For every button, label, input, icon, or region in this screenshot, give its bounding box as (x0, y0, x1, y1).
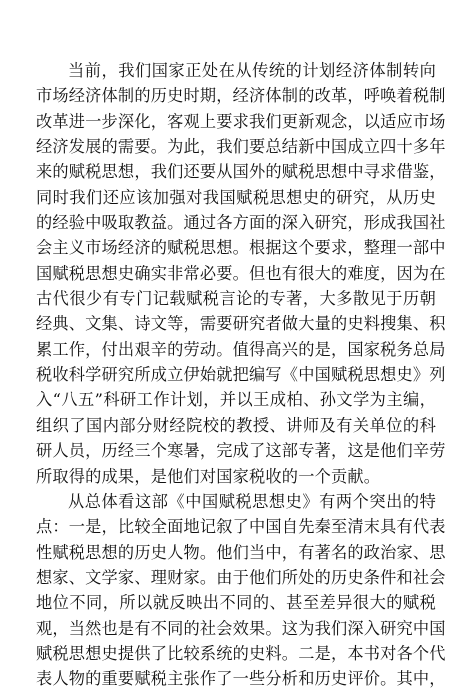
text-line: 地位不同，所以就反映出不同的、甚至差异很大的赋税 (36, 593, 436, 613)
text-line: 研人员，历经三个寒暑，完成了这部专著，这是他们辛劳 (36, 441, 446, 461)
text-line: 点：一是，比较全面地记叙了中国自先秦至清末具有代表 (36, 517, 446, 537)
text-line: 表人物的重要赋税主张作了一些分析和历史评价。其中， (36, 669, 446, 689)
text-line: 当前，我们国家正处在从传统的计划经济体制转向 (68, 61, 436, 80)
text-line: 市场经济体制的历史时期，经济体制的改革，呼唤着税制 (36, 86, 446, 106)
text-line: 改革进一步深化，客观上要求我们更新观念，以适应市场 (36, 111, 446, 131)
text-line: 来的赋税思想，我们还要从国外的赋税思想中寻求借鉴， (36, 162, 446, 182)
text-line: 经典、文集、诗文等，需要研究者做大量的史料搜集、积 (36, 314, 446, 334)
text-line: 的经验中吸取教益。通过各方面的深入研究，形成我国社 (36, 213, 446, 233)
text-line: 赋税思想史提供了比较系统的史料。二是，本书对各个代 (36, 643, 446, 663)
text-line: 税收科学研究所成立伊始就把编写《中国赋税思想史》列 (36, 365, 446, 385)
text-line: 同时我们还应该加强对我国赋税思想史的研究，从历史 (36, 187, 436, 207)
text-line: 国赋税思想史确实非常必要。但也有很大的难度，因为在 (36, 263, 446, 283)
text-line: 入“八五”科研工作计划，并以王成柏、孙文学为主编， (36, 390, 436, 410)
text-line: 从总体看这部《中国赋税思想史》有两个突出的特 (68, 491, 436, 511)
text-line: 组织了国内部分财经院校的教授、讲师及有关单位的科 (36, 415, 436, 435)
text-line: 累工作，付出艰辛的劳动。值得高兴的是，国家税务总局 (36, 339, 446, 359)
document-body (36, 58, 446, 692)
paragraph-2 (36, 489, 446, 692)
text-line: 经济发展的需要。为此，我们要总结新中国成立四十多年 (36, 137, 446, 157)
text-line: 会主义市场经济的赋税思想。根据这个要求，整理一部中 (36, 238, 446, 258)
text-line: 观，当然也是有不同的社会效果。这为我们深入研究中国 (36, 618, 446, 638)
text-line: 古代很少有专门记载赋税言论的专著，大多散见于历朝 (36, 289, 436, 309)
text-line: 想家、文学家、理财家。由于他们所处的历史条件和社会 (36, 567, 446, 587)
paragraph-1 (36, 58, 446, 489)
text-line: 所取得的成果，是他们对国家税收的一个贡献。 (36, 466, 381, 486)
text-line: 性赋税思想的历史人物。他们当中，有著名的政治家、思 (36, 542, 446, 562)
